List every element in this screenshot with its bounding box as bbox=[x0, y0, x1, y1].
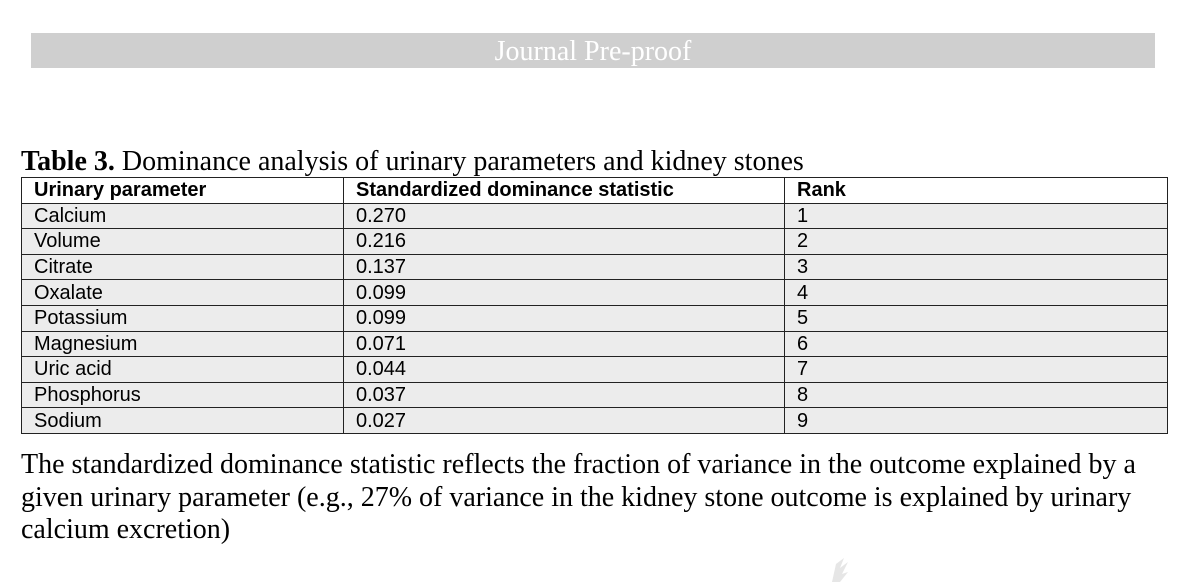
parameter-cell: Sodium bbox=[22, 408, 344, 434]
table-header-row bbox=[22, 178, 1168, 204]
rank-cell: 1 bbox=[785, 203, 1168, 229]
parameter-cell: Potassium bbox=[22, 305, 344, 331]
table-row bbox=[22, 203, 1168, 229]
rank-cell: 5 bbox=[785, 305, 1168, 331]
table-row bbox=[22, 331, 1168, 357]
header-dominance-statistic: Standardized dominance statistic bbox=[344, 178, 785, 204]
header-rank: Rank bbox=[785, 178, 1168, 204]
rank-cell: 7 bbox=[785, 357, 1168, 383]
table-row bbox=[22, 254, 1168, 280]
parameter-cell: Phosphorus bbox=[22, 382, 344, 408]
parameter-cell: Oxalate bbox=[22, 280, 344, 306]
banner-text: Journal Pre-proof bbox=[494, 36, 692, 67]
statistic-cell: 0.071 bbox=[344, 331, 785, 357]
parameter-cell: Uric acid bbox=[22, 357, 344, 383]
dominance-table bbox=[21, 177, 1168, 434]
statistic-cell: 0.099 bbox=[344, 280, 785, 306]
journal-logo-watermark-icon bbox=[818, 552, 858, 582]
table-row bbox=[22, 382, 1168, 408]
rank-cell: 9 bbox=[785, 408, 1168, 434]
rank-cell: 3 bbox=[785, 254, 1168, 280]
statistic-cell: 0.027 bbox=[344, 408, 785, 434]
rank-cell: 8 bbox=[785, 382, 1168, 408]
header-urinary-parameter: Urinary parameter bbox=[22, 178, 344, 204]
rank-cell: 4 bbox=[785, 280, 1168, 306]
parameter-cell: Magnesium bbox=[22, 331, 344, 357]
table-row bbox=[22, 305, 1168, 331]
table-title: Dominance analysis of urinary parameters and kidney stones bbox=[121, 146, 804, 177]
table-number: Table 3. bbox=[21, 146, 115, 177]
statistic-cell: 0.270 bbox=[344, 203, 785, 229]
statistic-cell: 0.137 bbox=[344, 254, 785, 280]
journal-preproof-banner bbox=[31, 33, 1155, 68]
parameter-cell: Calcium bbox=[22, 203, 344, 229]
statistic-cell: 0.037 bbox=[344, 382, 785, 408]
statistic-cell: 0.044 bbox=[344, 357, 785, 383]
parameter-cell: Volume bbox=[22, 229, 344, 255]
table-row bbox=[22, 229, 1168, 255]
table-caption bbox=[21, 146, 804, 178]
table-footnote: The standardized dominance statistic reflects the fraction of variance in the outcome explained by a given urinary parameter (e.g., 27% of variance in the kidney stone outcome is explained by urinary calcium excretion) bbox=[21, 449, 1136, 545]
table-row bbox=[22, 408, 1168, 434]
parameter-cell: Citrate bbox=[22, 254, 344, 280]
table-row bbox=[22, 357, 1168, 383]
rank-cell: 6 bbox=[785, 331, 1168, 357]
statistic-cell: 0.216 bbox=[344, 229, 785, 255]
statistic-cell: 0.099 bbox=[344, 305, 785, 331]
watermark-glyph-icon bbox=[818, 552, 858, 582]
rank-cell: 2 bbox=[785, 229, 1168, 255]
table-row bbox=[22, 280, 1168, 306]
